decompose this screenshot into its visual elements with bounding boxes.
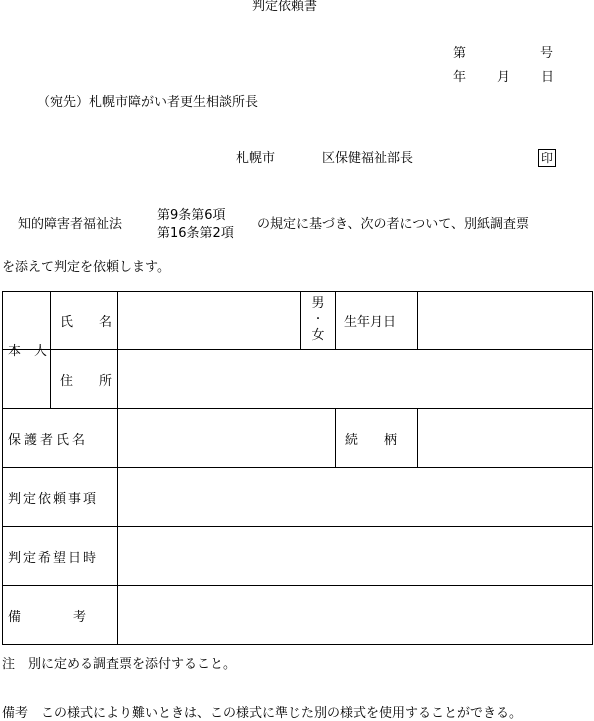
birthdate-label: 生年月日 xyxy=(344,314,397,330)
number-suffix: 号 xyxy=(540,46,554,61)
desired-date-label-cell xyxy=(8,527,116,585)
date-year-label: 年 xyxy=(453,70,467,85)
name-value[interactable] xyxy=(118,291,300,349)
guardian-name-label-cell xyxy=(8,409,116,467)
request-items-value[interactable] xyxy=(118,468,592,526)
law-name: 知的障害者福祉法 xyxy=(18,217,123,232)
remarks-label-cell xyxy=(8,586,116,644)
desired-date-value[interactable] xyxy=(118,527,592,585)
sender-department: 区保健福祉部長 xyxy=(322,151,414,166)
body-text-line-1: の規定に基づき、次の者について、別紙調査票 xyxy=(257,217,529,232)
birthdate-value[interactable] xyxy=(418,291,592,349)
principal-label-cell xyxy=(8,291,50,408)
sex-male: 男 xyxy=(311,296,325,311)
sender-city: 札幌市 xyxy=(236,151,276,166)
body-text-line-2: を添えて判定を依頼します。 xyxy=(2,260,170,275)
seal-mark: 印 xyxy=(538,149,556,167)
name-label: 氏 名 xyxy=(60,314,113,330)
principal-label: 本 人 xyxy=(8,344,48,359)
note-text: 注 別に定める調査票を添付すること。 xyxy=(2,657,237,672)
relation-label: 続 柄 xyxy=(345,432,398,448)
address-label: 住 所 xyxy=(60,373,113,389)
remarks-text: 備考 この様式により難いときは、この様式に準じた別の様式を使用することができる。 xyxy=(2,706,523,721)
remarks-label: 備 考 xyxy=(8,609,87,625)
law-article-2: 第16条第2項 xyxy=(157,226,234,241)
request-form-table xyxy=(2,291,594,645)
birthdate-label-cell xyxy=(344,291,416,349)
sex-female: 女 xyxy=(311,328,325,343)
law-article-1: 第9条第6項 xyxy=(157,208,226,223)
date-month-label: 月 xyxy=(497,70,511,85)
address-label-cell xyxy=(60,350,116,408)
desired-date-label: 判定希望日時 xyxy=(8,550,99,566)
request-items-label: 判定依頼事項 xyxy=(8,491,99,507)
guardian-name-value[interactable] xyxy=(118,409,335,467)
relation-label-cell xyxy=(345,409,417,467)
number-label: 第 xyxy=(453,46,467,61)
remarks-value[interactable] xyxy=(118,586,592,644)
sex-separator: ・ xyxy=(313,314,323,325)
guardian-name-label: 保護者氏名 xyxy=(8,432,89,448)
name-label-cell xyxy=(60,291,116,349)
relation-value[interactable] xyxy=(418,409,592,467)
date-day-label: 日 xyxy=(541,70,555,85)
addressee: （宛先）札幌市障がい者更生相談所長 xyxy=(37,95,259,110)
document-title: 判定依頼書 xyxy=(252,0,318,14)
sex-cell[interactable] xyxy=(301,291,335,349)
address-value[interactable] xyxy=(118,350,592,408)
request-items-label-cell xyxy=(8,468,116,526)
